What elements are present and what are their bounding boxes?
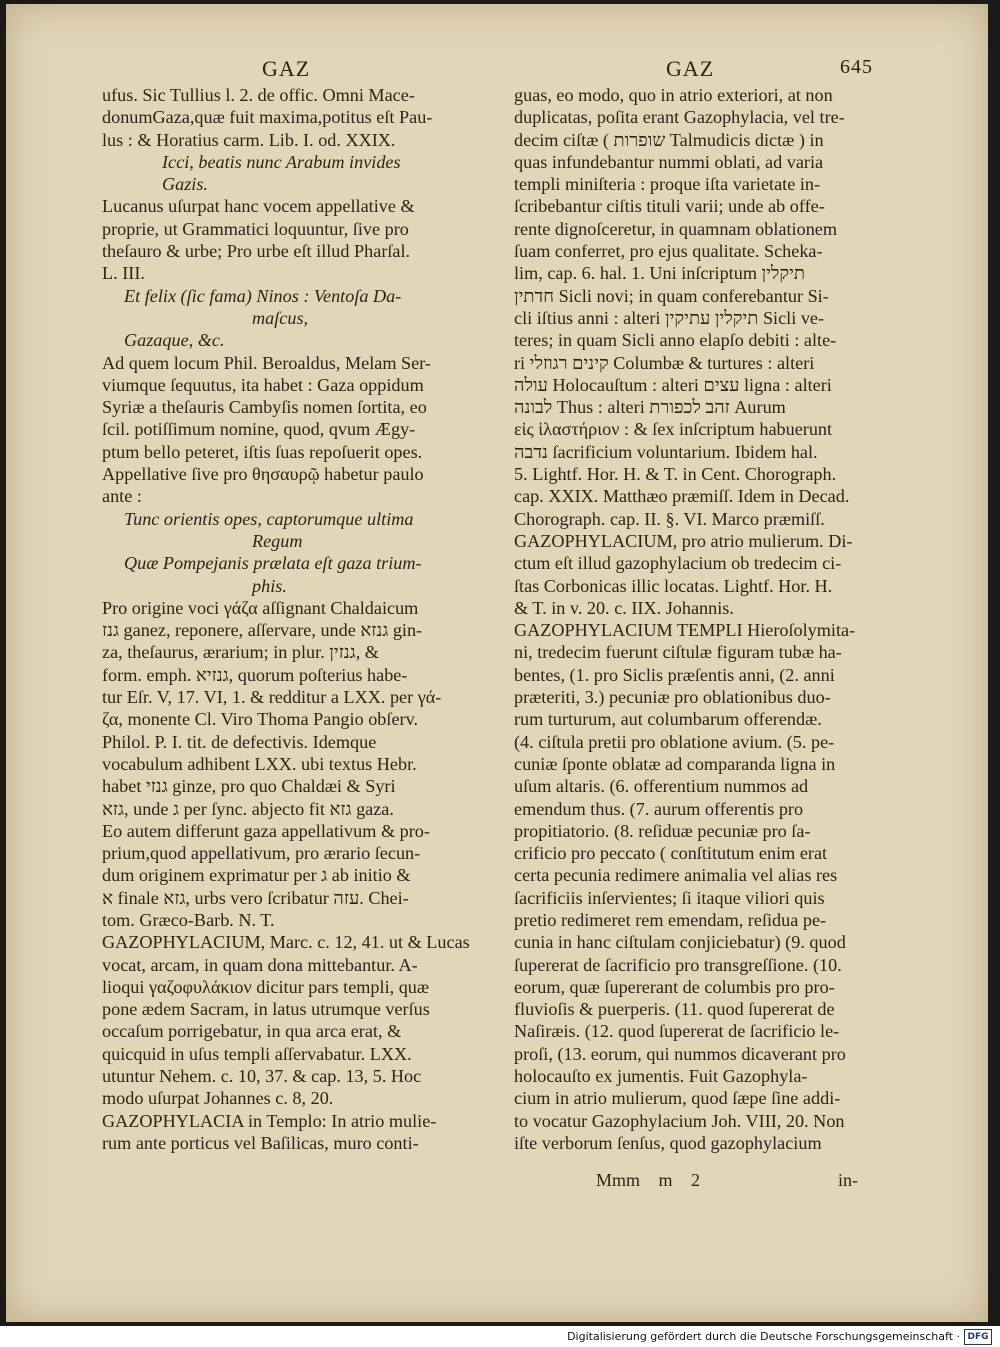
text-line: ufus. Sic Tullius l. 2. de offic. Omni Mace- [102, 85, 415, 105]
text-line: Pro origine voci γάζα aſſignant Chaldaicum [102, 597, 419, 618]
text-line: tur Eſr. V, 17. VI, 1. & redditur a LXX. per γά- [102, 687, 442, 708]
text-line: quicquid in uſus templi aſſervabatur. LXX. [102, 1043, 412, 1064]
book-page [6, 4, 988, 1322]
right-column [514, 84, 874, 1154]
text-line: ſtas Corbonicas illic locatas. Lightf. Hor. H. [514, 575, 833, 596]
text-line: quas infundebantur nummi oblati, ad varia [514, 151, 824, 172]
text-line: modo uſurpat Johannes c. 8, 20. [102, 1088, 334, 1109]
text-line: viumque ſequutus, ita habet : Gaza oppidum [102, 374, 424, 395]
text-line: ſcribebantur ciſtis tituli varii; unde ab offe- [514, 196, 825, 217]
text-line: vocat, arcam, in quam dona mittebantur. A- [102, 954, 418, 975]
text-line: dum originem exprimatur per ג ab initio & [102, 865, 411, 886]
text-line: גנז ganez, reponere, aſſervare, unde גנזא gin- [102, 620, 423, 641]
text-line: habet גנזי ginze, pro quo Chaldæi & Syri [102, 776, 396, 797]
text-line: vocabulum adhibent LXX. ubi textus Hebr. [102, 753, 417, 774]
text-line: bentes, (1. pro Siclis præſentis anni, (2. anni [514, 664, 835, 685]
text-line: theſauro & urbe; Pro urbe eſt illud Pharſal. [102, 241, 411, 262]
text-line: & T. in v. 20. c. IIX. Johannis. [514, 597, 734, 618]
text-line: cap. XXIX. Matthæo præmiſſ. Idem in Decad. [514, 486, 850, 507]
text-line: decim ciſtæ ( שופרות Talmudicis dictæ ) in [514, 129, 824, 150]
signature-mark [596, 1170, 700, 1191]
text-line: prium,quod appellativum, pro ærario ſecun- [102, 843, 421, 864]
text-line: לבונה Thus : alteri זהב לכפורת Aurum [514, 397, 786, 418]
text-line: εἰς ἱλαστήριον : & ſex inſcriptum habuerunt [514, 419, 833, 440]
text-line: form. emph. גנזיא, quorum poſterius habe- [102, 664, 408, 685]
text-line: Eo autem differunt gaza appellativum & pro- [102, 820, 430, 841]
text-line: emendum thus. (7. aurum offerentis pro [514, 798, 804, 819]
text-line: eorum, quæ ſupererant de columbis pro pro- [514, 976, 835, 997]
footer-credit-text: Digitalisierung gefördert durch die Deutsche Forschungsgemeinschaft · [567, 1330, 960, 1343]
text-line: tom. Græco-Barb. N. T. [102, 909, 275, 930]
text-line: Tunc orientis opes, captorumque ultima [124, 508, 414, 529]
text-line: ni, tredecim fuerunt ciſtulæ figuram tubæ ha- [514, 642, 842, 663]
text-line: maſcus, [252, 307, 309, 328]
text-line: GAZOPHYLACIUM, Marc. c. 12, 41. ut & Lucas [102, 932, 470, 953]
text-line: iſte verborum ſenſus, quod gazophylacium [514, 1132, 822, 1153]
text-line: lioqui γαζοφυλάκιον dicitur pars templi, quæ [102, 976, 430, 997]
catchword: in- [838, 1170, 858, 1190]
text-line: L. III. [102, 263, 145, 284]
text-line: teres; in quam Sicli anno elapſo debiti : alte- [514, 330, 837, 351]
text-line: א finale גזא, urbs vero ſcribatur עזה. Chei- [102, 887, 409, 908]
text-line: proſi, (13. eorum, qui nummos dicaverant pro [514, 1043, 846, 1064]
text-line: fluvioſis & puerperis. (11. quod ſupererat de [514, 999, 835, 1020]
text-line: guas, eo modo, quo in atrio exteriori, at non [514, 85, 833, 105]
text-line: cium in atrio mulierum, quod ſæpe ſine addi- [514, 1088, 841, 1109]
dfg-logo: DFG [964, 1329, 992, 1345]
text-line: crificio pro peccato ( conſtitutum enim erat [514, 843, 828, 864]
text-line: ſacrificiis inſervientes; ſi itaque viliori quis [514, 887, 825, 908]
text-line: 5. Lightf. Hor. H. & T. in Cent. Chorograph. [514, 464, 837, 485]
text-line: phis. [252, 575, 287, 596]
digitization-footer [0, 1326, 1000, 1347]
page-number: 645 [840, 56, 873, 78]
text-line: lus : & Horatius carm. Lib. I. od. XXIX. [102, 129, 396, 150]
text-line: Philol. P. I. tit. de defectivis. Idemque [102, 731, 377, 752]
text-line: rum ante porticus vel Baſilicas, muro conti- [102, 1132, 419, 1153]
text-line: holocauſto ex jumentis. Fuit Gazophyla- [514, 1066, 808, 1087]
text-line: to vocatur Gazophylacium Joh. VIII, 20. Non [514, 1110, 845, 1131]
text-line: cli iſtius anni : alteri תיקלין עתיקין Sicli ve- [514, 307, 825, 328]
text-line: pone ædem Sacram, in latus utrumque verſus [102, 999, 430, 1020]
running-head-right: GAZ [666, 56, 715, 81]
text-line: Appellative ſive pro θησαυρῷ habetur paulo [102, 464, 424, 485]
text-line: rum turturum, aut columbarum offerendæ. [514, 709, 822, 730]
text-line: certa pecunia redimere animalia vel alias res [514, 865, 838, 886]
text-line: Syriæ a theſauris Cambyſis nomen ſortita, eo [102, 397, 427, 418]
text-line: templi miniſteria : proque iſta varietate in- [514, 174, 821, 195]
text-line: utuntur Nehem. c. 10, 37. & cap. 13, 5. Hoc [102, 1066, 422, 1087]
text-line: עולה Holocauſtum : alteri עצים ligna : alteri [514, 374, 832, 395]
text-line: ſcil. potiſſimum nomine, quod, qvum Ægy- [102, 419, 416, 440]
text-line: Chorograph. cap. II. §. VI. Marco præmiſſ. [514, 508, 825, 529]
left-column [102, 84, 480, 1154]
text-line: Quæ Pompejanis prælata eſt gaza trium- [124, 553, 422, 574]
text-line: גזא, unde ג per ſync. abjecto fit גזא gaza. [102, 798, 394, 819]
signature-mark-text: Mmm m 2 [596, 1170, 701, 1190]
text-line: duplicatas, poſita erant Gazophylacia, vel tre- [514, 107, 845, 128]
text-line: GAZOPHYLACIUM TEMPLI Hieroſolymita- [514, 620, 856, 641]
text-line: נדבה ſacrificium voluntarium. Ibidem hal. [514, 441, 818, 462]
text-line: proprie, ut Grammatici loquuntur, ſive pro [102, 218, 409, 239]
text-line: donumGaza,quæ fuit maxima,potitus eſt Pau- [102, 107, 433, 128]
text-line: ſuam conferret, pro ejus qualitate. Scheka- [514, 241, 823, 262]
text-line: Regum [252, 530, 303, 551]
text-line: ante : [102, 486, 142, 507]
text-line: ſupererat de ſacrificio pro transgreſſione. (10. [514, 954, 842, 975]
text-line: ζα, monente Cl. Viro Thoma Pangio obſerv. [102, 709, 419, 730]
text-line: Lucanus uſurpat hanc vocem appellative & [102, 196, 415, 217]
text-line: rente dignoſceretur, in quamnam oblationem [514, 218, 838, 239]
text-line: cuniæ ſponte oblatæ ad comparanda ligna in [514, 753, 836, 774]
text-line: ptum bello peteret, iſtis ſuas repoſuerit opes. [102, 441, 423, 462]
text-line: Gazaque, &c. [124, 330, 225, 351]
text-line: חדתין Sicli novi; in quam conferebantur Si- [514, 285, 829, 306]
text-line: Ad quem locum Phil. Beroaldus, Melam Ser- [102, 352, 431, 373]
text-line: GAZOPHYLACIA in Templo: In atrio mulie- [102, 1110, 437, 1131]
text-line: Naſiræis. (12. quod ſupererat de ſacrificio le- [514, 1021, 840, 1042]
text-line: ri קינים רגוזלי Columbæ & turtures : alteri [514, 352, 815, 373]
text-line: (4. ciſtula pretii pro oblatione avium. (5. pe- [514, 731, 835, 752]
text-line: Gazis. [162, 174, 208, 195]
text-line: pretio redimeret rem emendam, reſidua pe- [514, 909, 827, 930]
text-line: ctum eſt illud gazophylacium ob tredecim ci- [514, 553, 842, 574]
text-line: propitiatorio. (8. reſiduæ pecuniæ pro ſa- [514, 820, 811, 841]
text-line: GAZOPHYLACIUM, pro atrio mulierum. Di- [514, 530, 853, 551]
text-line: præteriti, 3.) pecuniæ pro oblationibus duo- [514, 687, 831, 708]
text-line: Et felix (ſic fama) Ninos : Ventoſa Da- [124, 285, 402, 306]
text-line: occaſum porrigebatur, in qua arca erat, & [102, 1021, 402, 1042]
text-line: cunia in hanc ciſtulam conjiciebatur) (9. quod [514, 932, 846, 953]
text-line: lim, cap. 6. hal. 1. Uni inſcriptum תיקלין [514, 263, 806, 284]
text-line: uſum altaris. (6. offerentium nummos ad [514, 776, 809, 797]
text-line: Icci, beatis nunc Arabum invides [162, 151, 401, 172]
running-head-left: GAZ [262, 56, 311, 81]
text-line: za, theſaurus, ærarium; in plur. גנזין, & [102, 642, 379, 663]
